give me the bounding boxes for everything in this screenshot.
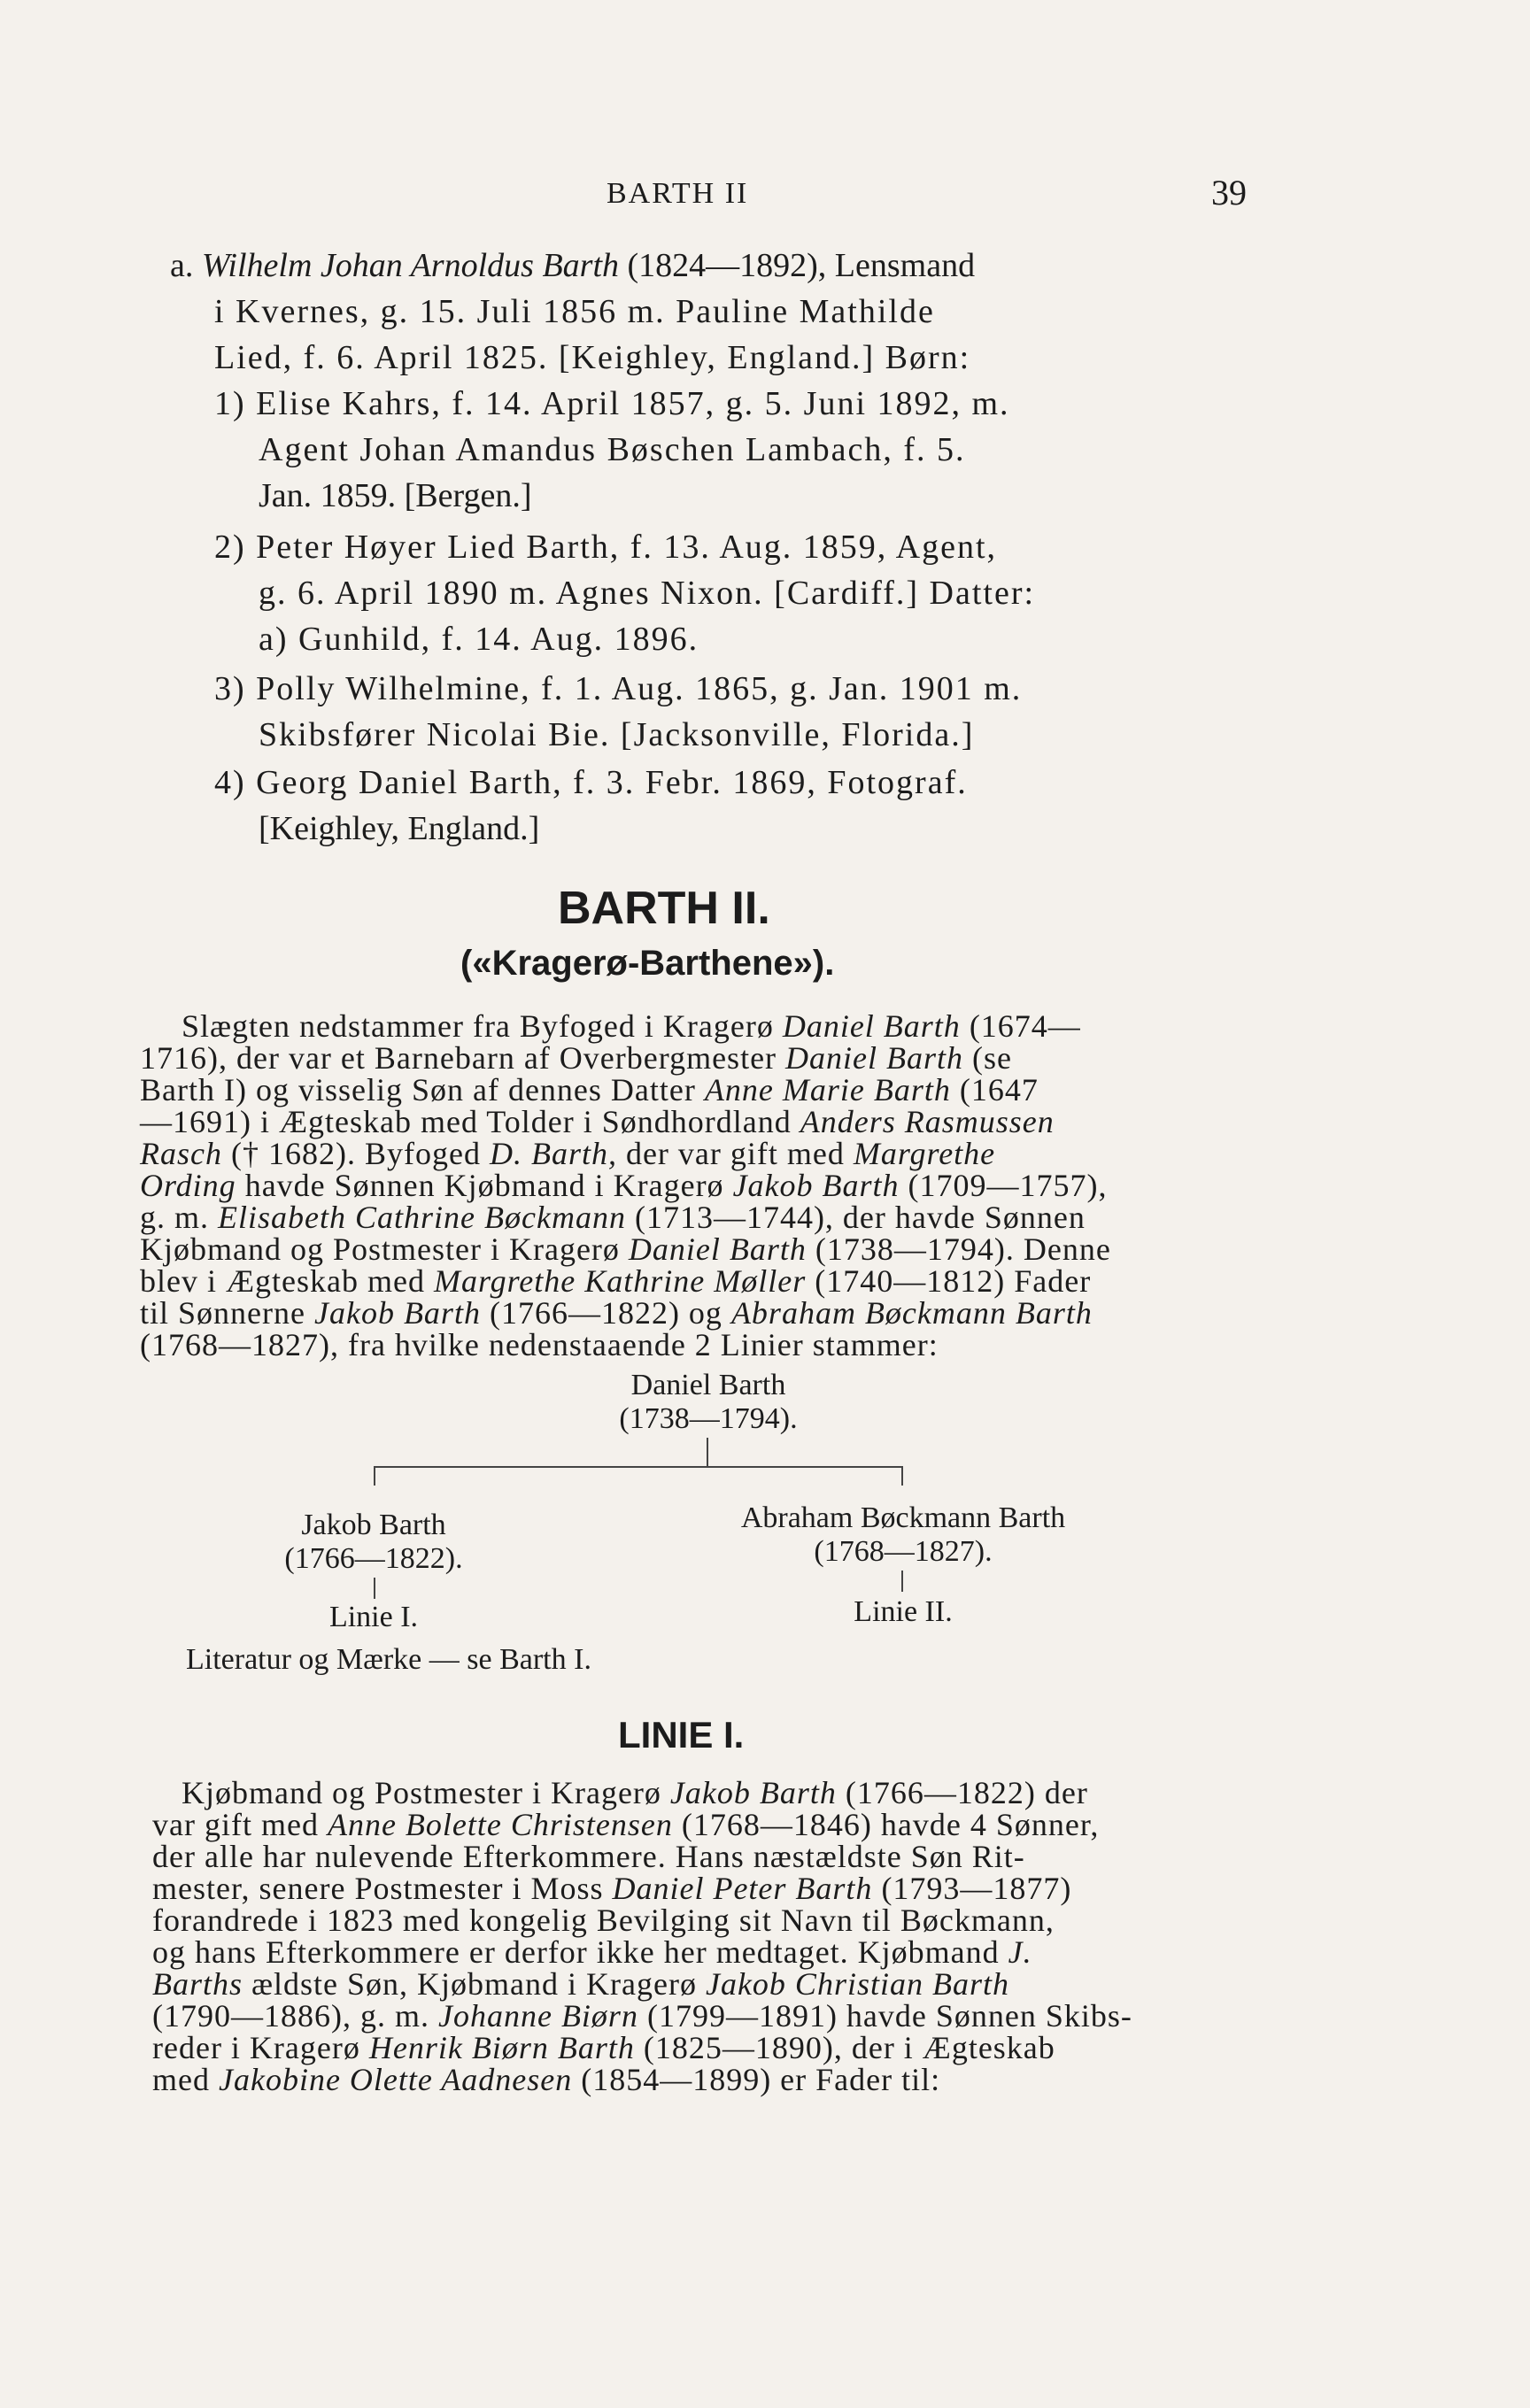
intro-line-5: Rasch († 1682). Byfoged D. Barth, der var gift med Margrethe — [140, 1136, 996, 1171]
child-3-line-1: 3) Polly Wilhelmine, f. 1. Aug. 1865, g. Jan. 1901 m. — [214, 670, 1023, 707]
entry-a-line-3: Lied, f. 6. April 1825. [Keighley, England.] Børn: — [214, 339, 971, 376]
section-heading: BARTH II. — [558, 883, 770, 934]
running-head-title: BARTH II — [607, 177, 749, 210]
linie-1-line-6: og hans Efterkommere er derfor ikke her medtaget. Kjøbmand J. — [152, 1934, 1032, 1970]
page-number: 39 — [1211, 173, 1247, 212]
linie-1-line-1: Kjøbmand og Postmester i Kragerø Jakob Barth (1766—1822) der — [182, 1775, 1088, 1810]
tree-connector-left-down — [374, 1578, 375, 1599]
intro-line-1: Slægten nedstammer fra Byfoged i Kragerø Daniel Barth (1674— — [182, 1008, 1081, 1044]
intro-line-8: Kjøbmand og Postmester i Kragerø Daniel Barth (1738—1794). Denne — [140, 1231, 1111, 1267]
entry-a-line-1 — [170, 246, 975, 285]
tree-horizontal-bar — [374, 1466, 903, 1468]
tree-right-line: Linie II. — [854, 1595, 953, 1628]
tree-left-dates: (1766—1822). — [284, 1542, 463, 1575]
intro-line-3: Barth I) og visselig Søn af dennes Datter Anne Marie Barth (1647 — [140, 1072, 1039, 1108]
intro-line-4: —1691) i Ægteskab med Tolder i Søndhordland Anders Rasmussen — [140, 1104, 1055, 1139]
intro-line-11: (1768—1827), fra hvilke nedenstaaende 2 Linier stammer: — [140, 1327, 939, 1362]
tree-connector-root — [707, 1438, 708, 1466]
tree-connector-right-down — [901, 1571, 903, 1592]
literature-note: Literatur og Mærke — se Barth I. — [186, 1643, 591, 1676]
linie-1-line-4: mester, senere Postmester i Moss Daniel Peter Barth (1793—1877) — [152, 1871, 1072, 1906]
linie-1-line-10: med Jakobine Olette Aadnesen (1854—1899) er Fader til: — [152, 2062, 941, 2097]
tree-left-line: Linie I. — [328, 1601, 419, 1633]
child-4-line-2: [Keighley, England.] — [259, 810, 540, 847]
linie-1-line-8: (1790—1886), g. m. Johanne Biørn (1799—1891) havde Sønnen Skibs- — [152, 1998, 1132, 2034]
child-2-line-1: 2) Peter Høyer Lied Barth, f. 13. Aug. 1859, Agent, — [214, 529, 998, 566]
intro-line-10: til Sønnerne Jakob Barth (1766—1822) og Abraham Bøckmann Barth — [140, 1295, 1093, 1331]
tree-right-name: Abraham Bøckmann Barth — [740, 1501, 1066, 1534]
tree-connector-left — [374, 1466, 375, 1486]
child-3-line-2: Skibsfører Nicolai Bie. [Jacksonville, Florida.] — [259, 716, 975, 753]
linie-1-line-3: der alle har nulevende Efterkommere. Hans næstældste Søn Rit- — [152, 1839, 1025, 1874]
linie-1-line-2: var gift med Anne Bolette Christensen (1768—1846) havde 4 Sønner, — [152, 1807, 1100, 1842]
linie-1-heading: LINIE I. — [618, 1714, 745, 1756]
intro-line-6: Ording havde Sønnen Kjøbmand i Kragerø Jakob Barth (1709—1757), — [140, 1168, 1108, 1203]
child-2-line-3: a) Gunhild, f. 14. Aug. 1896. — [259, 621, 699, 658]
linie-1-line-9: reder i Kragerø Henrik Biørn Barth (1825—1890), der i Ægteskab — [152, 2030, 1055, 2065]
entry-a-line-2: i Kvernes, g. 15. Juli 1856 m. Pauline Mathilde — [214, 293, 935, 330]
linie-1-line-5: forandrede i 1823 med kongelig Bevilging sit Navn til Bøckmann, — [152, 1902, 1055, 1938]
tree-root-dates: (1738—1794). — [619, 1402, 798, 1435]
child-1-line-1: 1) Elise Kahrs, f. 14. April 1857, g. 5. Juni 1892, m. — [214, 385, 1010, 422]
intro-line-7: g. m. Elisabeth Cathrine Bøckmann (1713—1744), der havde Sønnen — [140, 1200, 1086, 1235]
running-head — [0, 173, 1530, 221]
entry-marker: a. — [170, 247, 194, 284]
child-1-line-3: Jan. 1859. [Bergen.] — [259, 477, 532, 514]
tree-root-name: Daniel Barth — [630, 1369, 786, 1401]
intro-line-9: blev i Ægteskab med Margrethe Kathrine Møller (1740—1812) Fader — [140, 1263, 1092, 1299]
entry-text: (1824—1892), Lensmand — [627, 247, 976, 284]
child-4-line-1: 4) Georg Daniel Barth, f. 3. Febr. 1869, Fotograf. — [214, 764, 968, 801]
tree-connector-right — [901, 1466, 903, 1486]
tree-left-name: Jakob Barth — [301, 1509, 446, 1541]
child-2-line-2: g. 6. April 1890 m. Agnes Nixon. [Cardiff.] Datter: — [259, 575, 1036, 612]
person-name: Wilhelm Johan Arnoldus Barth — [201, 247, 619, 284]
child-1-line-2: Agent Johan Amandus Bøschen Lambach, f. 5. — [259, 431, 966, 468]
linie-1-line-7: Barths ældste Søn, Kjøbmand i Kragerø Jakob Christian Barth — [152, 1966, 1009, 2002]
intro-line-2: 1716), der var et Barnebarn af Overbergmester Daniel Barth (se — [140, 1040, 1013, 1076]
section-subheading: («Kragerø-Barthene»). — [460, 944, 835, 983]
tree-right-dates: (1768—1827). — [814, 1535, 993, 1568]
